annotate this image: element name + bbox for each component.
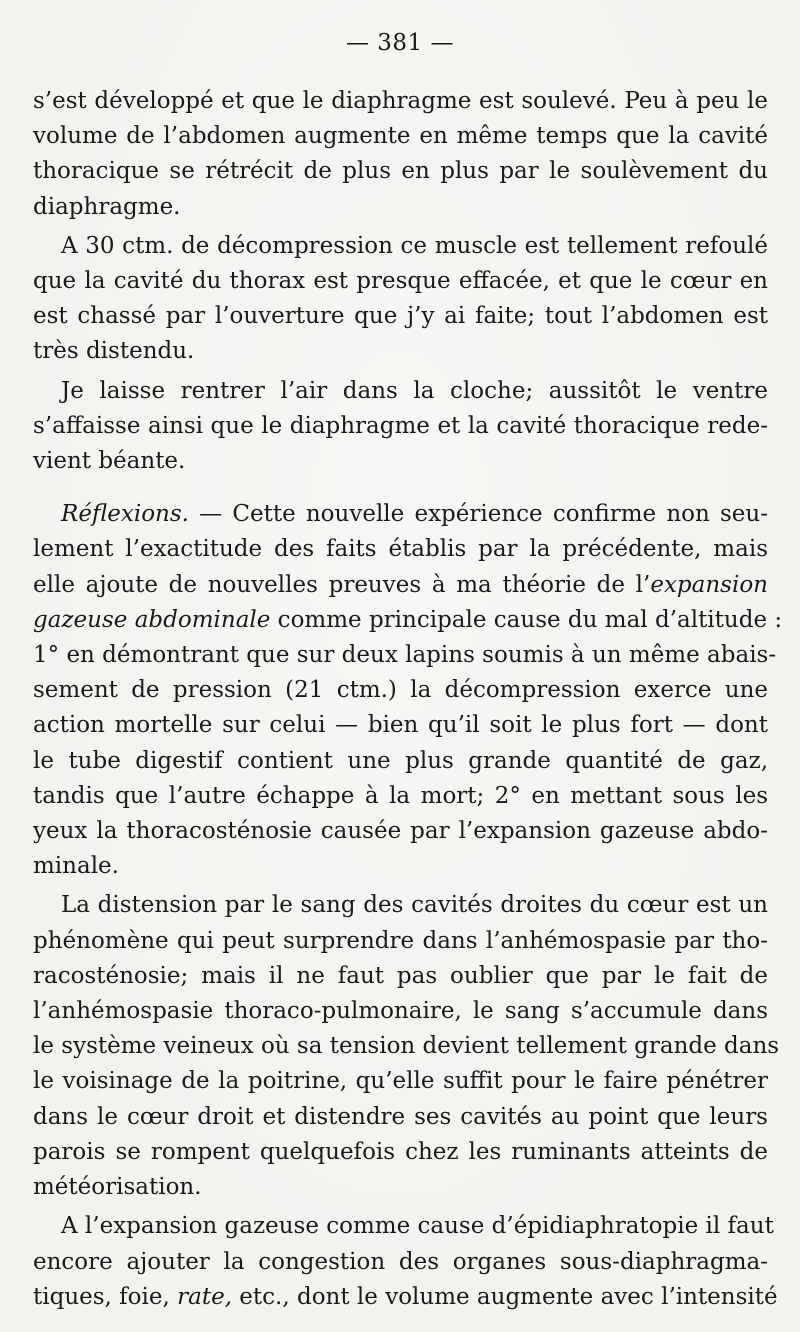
- text-line: encore ajouter la congestion des organes sous-diaphragma-: [33, 1248, 768, 1275]
- text-line: tiques, foie, rate, etc., dont le volume augmente avec l’intensité: [33, 1283, 778, 1310]
- paragraph-reflexions: [33, 497, 783, 884]
- text-line: s’affaisse ainsi que le diaphragme et la cavité thoracique rede-: [33, 412, 768, 439]
- text-line: action mortelle sur celui — bien qu’il soit le plus fort — dont: [33, 712, 768, 739]
- body-text: [33, 84, 783, 1315]
- text-line: racosténosie; mais il ne faut pas oublier que par le fait de: [33, 962, 768, 989]
- text-line: le voisinage de la poitrine, qu’elle suffit pour le faire pénétrer: [33, 1068, 768, 1095]
- text-line: tandis que l’autre échappe à la mort; 2° en mettant sous les: [33, 782, 768, 809]
- page-number: — 381 —: [345, 30, 455, 56]
- text-line: que la cavité du thorax est presque effacée, et que le cœur en: [33, 268, 768, 295]
- text-line: météorisation.: [33, 1174, 202, 1201]
- text-line: minale.: [33, 853, 119, 880]
- paragraph: [33, 229, 768, 370]
- text-line: le tube digestif contient une plus grande quantité de gaz,: [33, 747, 768, 774]
- text-line: Je laisse rentrer l’air dans la cloche; aussitôt le ventre: [61, 377, 768, 404]
- text-line: parois se rompent quelquefois chez les ruminants atteints de: [33, 1138, 768, 1165]
- text-line: diaphragme.: [33, 193, 181, 220]
- text-line: phénomène qui peut surprendre dans l’anhémospasie par tho-: [33, 927, 768, 954]
- text-line: l’anhémospasie thoraco-pulmonaire, le sang s’accumule dans: [33, 998, 768, 1025]
- text-line: dans le cœur droit et distendre ses cavités au point que leurs: [33, 1103, 768, 1130]
- italic-heading: Réflexions.: [61, 501, 189, 528]
- text-line: est chassé par l’ouverture que j’y ai faite; tout l’abdomen est: [33, 303, 768, 330]
- italic-term: expansion: [650, 571, 768, 598]
- paragraph: [33, 1209, 778, 1315]
- italic-term: gazeuse abdominale: [33, 606, 271, 633]
- text-line: sement de pression (21 ctm.) la décompression exerce une: [33, 677, 768, 704]
- paragraph: [33, 374, 768, 480]
- text-line: thoracique se rétrécit de plus en plus par le soulèvement du: [33, 158, 768, 185]
- text-line: 1° en démontrant que sur deux lapins soumis à un même abais-: [33, 642, 777, 669]
- text-line: elle ajoute de nouvelles preuves à ma théorie de l’expansion: [33, 571, 768, 598]
- text-line: A l’expansion gazeuse comme cause d’épidiaphratopie il faut: [61, 1213, 774, 1240]
- text-line: A 30 ctm. de décompression ce muscle est tellement refoulé: [61, 232, 768, 259]
- text-line: s’est développé et que le diaphragme est soulevé. Peu à peu le: [33, 88, 768, 114]
- text-line: La distension par le sang des cavités droites du cœur est un: [61, 892, 768, 919]
- text-line: yeux la thoracosténosie causée par l’expansion gazeuse abdo-: [33, 818, 768, 845]
- text-line: gazeuse abdominale comme principale cause du mal d’altitude :: [33, 606, 783, 633]
- text-line: le système veineux où sa tension devient tellement grande dans: [33, 1033, 780, 1060]
- text-line: très distendu.: [33, 338, 195, 365]
- text-line: vient béante.: [33, 448, 186, 475]
- text-line: Réflexions. — Cette nouvelle expérience confirme non seu-: [61, 501, 768, 528]
- text-line: lement l’exactitude des faits établis par la précédente, mais: [33, 536, 768, 563]
- paragraph: [33, 888, 780, 1205]
- paragraph: [33, 84, 768, 225]
- text-line: volume de l’abdomen augmente en même temps que la cavité: [33, 123, 768, 150]
- italic-term: rate,: [177, 1283, 232, 1310]
